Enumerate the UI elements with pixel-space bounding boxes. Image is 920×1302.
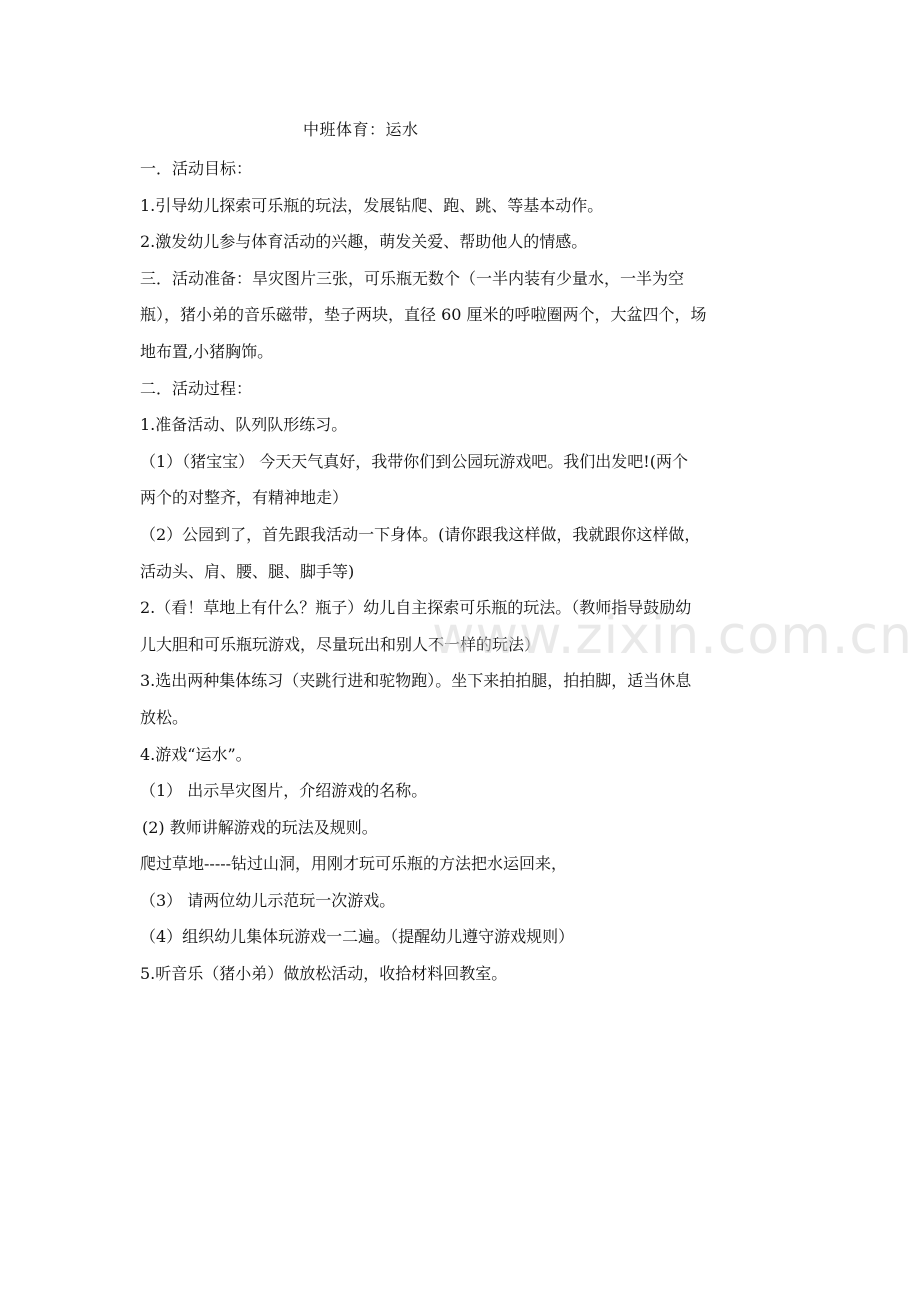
goal-item-1: 1.引导幼儿探索可乐瓶的玩法，发展钻爬、跑、跳、等基本动作。 bbox=[140, 195, 604, 215]
preparation-line-3: 地布置,小猪胸饰。 bbox=[140, 341, 274, 361]
process-step-1-sub-1-line-2: 两个的对整齐，有精神地走） bbox=[140, 488, 349, 508]
process-step-1: 1.准备活动、队列队形练习。 bbox=[140, 415, 348, 435]
process-step-5: 5.听音乐（猪小弟）做放松活动，收拾材料回教室。 bbox=[140, 964, 508, 984]
process-step-4-sub-3: （3） 请两位幼儿示范玩一次游戏。 bbox=[140, 890, 396, 910]
process-step-2-line-2: 儿大胆和可乐瓶玩游戏，尽量玩出和别人不一样的玩法） bbox=[140, 634, 541, 654]
process-step-3-line-1: 3.选出两种集体练习（夹跳行进和驼物跑）。坐下来拍拍腿，拍拍脚，适当休息 bbox=[140, 671, 692, 691]
process-step-4-sub-2: (2) 教师讲解游戏的玩法及规则。 bbox=[142, 817, 378, 837]
process-step-4-rule: 爬过草地-----钻过山洞，用刚才玩可乐瓶的方法把水运回来， bbox=[140, 854, 568, 874]
watermark-text: www.zixin.com.cn bbox=[432, 606, 913, 666]
section-heading-goals: 一．活动目标： bbox=[140, 159, 253, 178]
preparation-line-1: 三．活动准备：旱灾图片三张，可乐瓶无数个（一半内装有少量水，一半为空 bbox=[140, 268, 685, 288]
goal-item-2: 2.激发幼儿参与体育活动的兴趣，萌发关爱、帮助他人的情感。 bbox=[140, 232, 588, 252]
process-step-3-line-2: 放松。 bbox=[140, 707, 189, 727]
process-step-1-sub-2-line-2: 活动头、肩、腰、腿、脚手等) bbox=[140, 561, 355, 581]
process-step-4-sub-4: （4）组织幼儿集体玩游戏一二遍。（提醒幼儿遵守游戏规则） bbox=[140, 927, 575, 947]
process-step-1-sub-1-line-1: （1）（猪宝宝） 今天天气真好，我带你们到公园玩游戏吧。我们出发吧!(两个 bbox=[140, 451, 688, 471]
document-body bbox=[140, 151, 782, 993]
process-step-2-line-1: 2.（看！草地上有什么？瓶子）幼儿自主探索可乐瓶的玩法。（教师指导鼓励幼 bbox=[140, 598, 692, 618]
section-heading-process: 二．活动过程： bbox=[140, 378, 253, 398]
preparation-line-2: 瓶），猪小弟的音乐磁带，垫子两块，直径 60 厘米的呼啦圈两个，大盆四个，场 bbox=[140, 305, 707, 325]
document-title: 中班体育：运水 bbox=[303, 120, 419, 139]
process-step-1-sub-2-line-1: （2）公园到了，首先跟我活动一下身体。(请你跟我这样做，我就跟你这样做， bbox=[140, 524, 701, 544]
process-step-4: 4.游戏“运水”。 bbox=[140, 744, 252, 764]
process-step-4-sub-1: （1） 出示旱灾图片，介绍游戏的名称。 bbox=[140, 781, 428, 801]
